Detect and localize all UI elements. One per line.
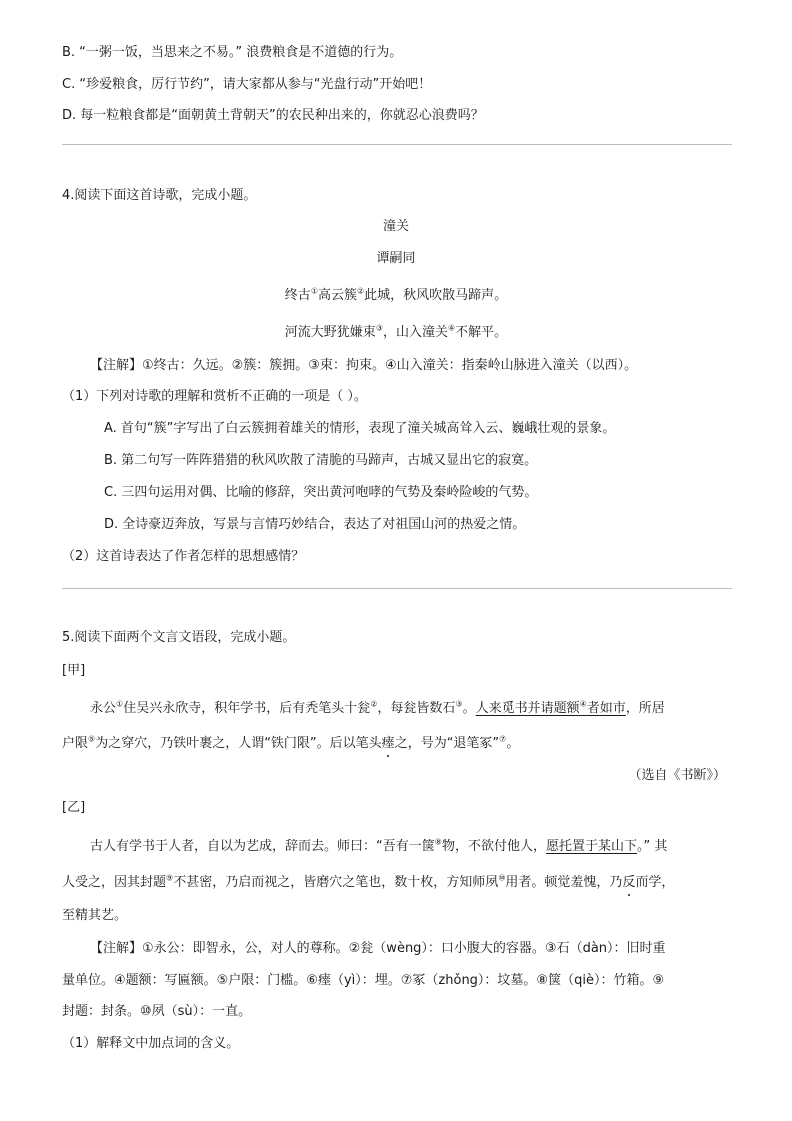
jia-paragraph-line-1: 永公①住吴兴永欣寺，积年学书，后有秃笔头十瓮②，每瓮皆数石③。人来觅书并请题额④者如市，所居 <box>90 699 665 716</box>
poem-line-1: 终古①高云簇②此城，秋风吹散马蹄声。 <box>284 286 508 303</box>
q3-option-b: B. “一粥一饭，当思来之不易。” 浪费粮食是不道德的行为。 <box>62 45 403 60</box>
divider <box>62 588 732 589</box>
poem-note: 【注解】①终古：久远。②簇：簇拥。③束：拘束。④山入潼关：指秦岭山脉进入潼关（以西）。 <box>90 358 638 373</box>
jia-source: （选自《书断》） <box>628 768 726 783</box>
q4-option-a: A. 首句“簇”字写出了白云簇拥着雄关的情形，表现了潼关城高耸入云、巍峨壮观的景象。 <box>104 421 616 436</box>
yi-paragraph-line-1: 古人有学书于人者，自以为艺成，辞而去。师曰：“吾有一箧⑧物，不欲付他人，愿托置于某山下。” 其 <box>90 837 668 854</box>
q4-option-b: B. 第二句写一阵阵猎猎的秋风吹散了清脆的马蹄声，古城又显出它的寂寞。 <box>104 453 538 468</box>
poem-line-2: 河流大野犹嫌束③，山入潼关④不解平。 <box>284 323 508 340</box>
q5-note-line-2: 量单位。④题额：写匾额。⑤户限：门槛。⑥瘗（yì）：埋。⑦冢（zhǒng）：坟墓。⑧箧（qiè）：竹箱。⑨ <box>62 973 665 988</box>
poem-title: 潼关 <box>382 219 409 234</box>
q4-option-d: D. 全诗豪迈奔放，写景与言情巧妙结合，表达了对祖国山河的热爱之情。 <box>104 517 526 532</box>
jia-paragraph-line-2: 户限⑤为之穿穴，乃铁叶裹之，人谓“铁门限”。后以笔头瘗之，号为“退笔冢”⑦。 <box>62 734 520 751</box>
q3-option-d: D. 每一粒粮食都是“面朝黄土背朝天”的农民种出来的，你就忍心浪费吗？ <box>62 108 484 123</box>
q4-header: 4.阅读下面这首诗歌，完成小题。 <box>62 188 257 203</box>
q3-option-c: C. “珍爱粮食，厉行节约”，请大家都从参与“光盘行动”开始吧！ <box>62 77 432 92</box>
q4-sub2: （2）这首诗表达了作者怎样的思想感情？ <box>62 549 305 564</box>
divider <box>62 144 732 145</box>
poem-author: 谭嗣同 <box>376 251 416 266</box>
yi-paragraph-line-3: 至精其艺。 <box>62 908 128 923</box>
yi-paragraph-line-2: 人受之，因其封题⑨不甚密，乃启而视之，皆磨穴之笔也，数十枚，方知师夙⑩用者。顿觉羞愧，乃反而学， <box>62 873 675 890</box>
q4-sub1: （1）下列对诗歌的理解和赏析不正确的一项是（ ）。 <box>62 389 367 404</box>
jia-label: [甲] <box>62 663 86 678</box>
q5-note-line-3: 封题：封条。⑩夙（sù）：一直。 <box>62 1004 252 1019</box>
q5-note-line-1: 【注解】①永公：即智永，公，对人的尊称。②瓮（wèng）：口小腹大的容器。③石（dàn）：旧时重 <box>90 941 666 956</box>
q4-option-c: C. 三四句运用对偶、比喻的修辞，突出黄河咆哮的气势及秦岭险峻的气势。 <box>104 485 538 500</box>
q5-header: 5.阅读下面两个文言文语段，完成小题。 <box>62 630 296 645</box>
q5-sub1: （1）解释文中加点词的含义。 <box>62 1036 240 1051</box>
yi-label: [乙] <box>62 800 86 815</box>
